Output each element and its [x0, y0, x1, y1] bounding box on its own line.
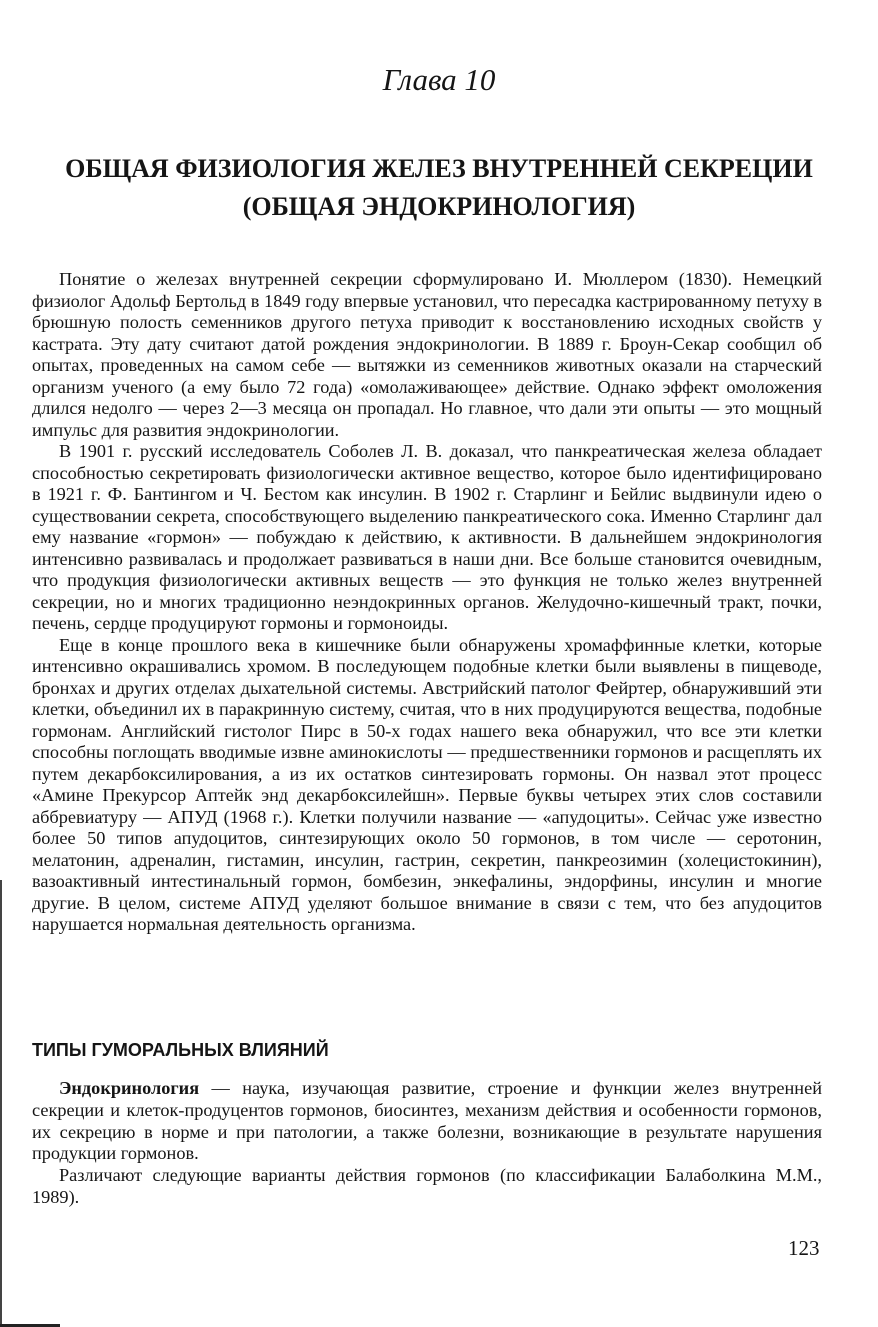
paragraph-1: Понятие о железах внутренней секреции сформулировано И. Мюллером (1830). Немецкий физиолог Адольф Бертольд в 1849 году впервые установил, что пересадка кастрированному петуху в брюшную полость семенников другого петуха приводит к восстановлению исходных свойств у кастрата. Эту дату считают датой рождения эндокринологии. В 1889 г. Броун-Секар сообщил об опытах, проведенных на самом себе — вытяжки из семенников животных оказали на старческий организм ученого (а ему было 72 года) «омолаживающее» действие. Однако эффект омоложения длился недолго — через 2—3 месяца он пропадал. Но главное, что дали эти опыты — это мощный импульс для развития эндокринологии. [32, 269, 822, 440]
paragraph-3: Еще в конце прошлого века в кишечнике были обнаружены хромаффинные клетки, которые интенсивно окрашивались хромом. В последующем подобные клетки были выявлены в пищеводе, бронхах и других отделах дыхательной системы. Австрийский патолог Фейртер, обнаруживший эти клетки, объединил их в паракринную систему, считая, что в них продуцируются вещества, подобные гормонам. Английский гистолог Пирс в 50-х годах нашего века обнаружил, что все эти клетки способны поглощать вводимые извне аминокислоты — предшественники гормонов и расщеплять их путем декарбоксилирования, а из их остатков синтезировать гормоны. Он назвал этот процесс «Амине Прекурсор Аптейк энд декарбоксилейшн». Первые буквы четырех этих слов составили аббревиатуру — АПУД (1968 г.). Клетки получили название — «апудоциты». Сейчас уже известно более 50 типов апудоцитов, синтезирующих около 50 гормонов, в том числе — серотонин, мелатонин, адреналин, гистамин, инсулин, гастрин, секретин, панкреозимин (холецистокинин), вазоактивный интестинальный гормон, бомбезин, энкефалины, эндорфины, инсулин и многие другие. В целом, системе АПУД уделяют большое внимание в связи с тем, что без апудоцитов нарушается нормальная деятельность организма. [32, 634, 822, 934]
chapter-title-line-2: (ОБЩАЯ ЭНДОКРИНОЛОГИЯ) [242, 192, 636, 221]
chapter-title-line-1: ОБЩАЯ ФИЗИОЛОГИЯ ЖЕЛЕЗ ВНУТРЕННЕЙ СЕКРЕЦИИ [65, 154, 813, 183]
chapter-title [0, 150, 878, 226]
page-edge [0, 880, 8, 1327]
paragraph-2: В 1901 г. русский исследователь Соболев Л. В. доказал, что панкреатическая железа обладает способностью секретировать физиологически активное вещество, которое было идентифицировано в 1921 г. Ф. Бантингом и Ч. Бестом как инсулин. В 1902 г. Старлинг и Бейлис выдвинули идею о существовании секрета, способствующего выделению панкреатического сока. Именно Старлинг дал ему название «гормон» — побуждаю к действию, к активности. В дальнейшем эндокринология интенсивно развивалась и продолжает развиваться в наши дни. Все больше становится очевидным, что продукция физиологически активных веществ — это функция не только желез внутренней секреции, но и многих традиционно неэндокринных органов. Желудочно-кишечный тракт, почки, печень, сердце продуцируют гормоны и гормоноиды. [32, 441, 822, 633]
page-edge-bottom [0, 1318, 60, 1327]
chapter-heading: Глава 10 [382, 62, 496, 97]
page-number: 123 [788, 1236, 820, 1260]
definition-term: Эндокринология [59, 1078, 200, 1098]
section-body [32, 1078, 822, 1209]
definition-paragraph [32, 1078, 822, 1165]
definition-text: — наука, изучающая развитие, строение и функции желез внутренней секреции и клеток-продуцентов гормонов, биосинтез, механизм действия и особенности гормонов, их секрецию в норме и при патологии, а также болезни, возникающие в результате нарушения продукции гормонов. [32, 1078, 822, 1164]
section-heading: ТИПЫ ГУМОРАЛЬНЫХ ВЛИЯНИЙ [32, 1040, 329, 1060]
body-text [32, 269, 822, 936]
last-paragraph: Различают следующие варианты действия гормонов (по классификации Балаболкина М.М., 1989). [32, 1165, 822, 1207]
